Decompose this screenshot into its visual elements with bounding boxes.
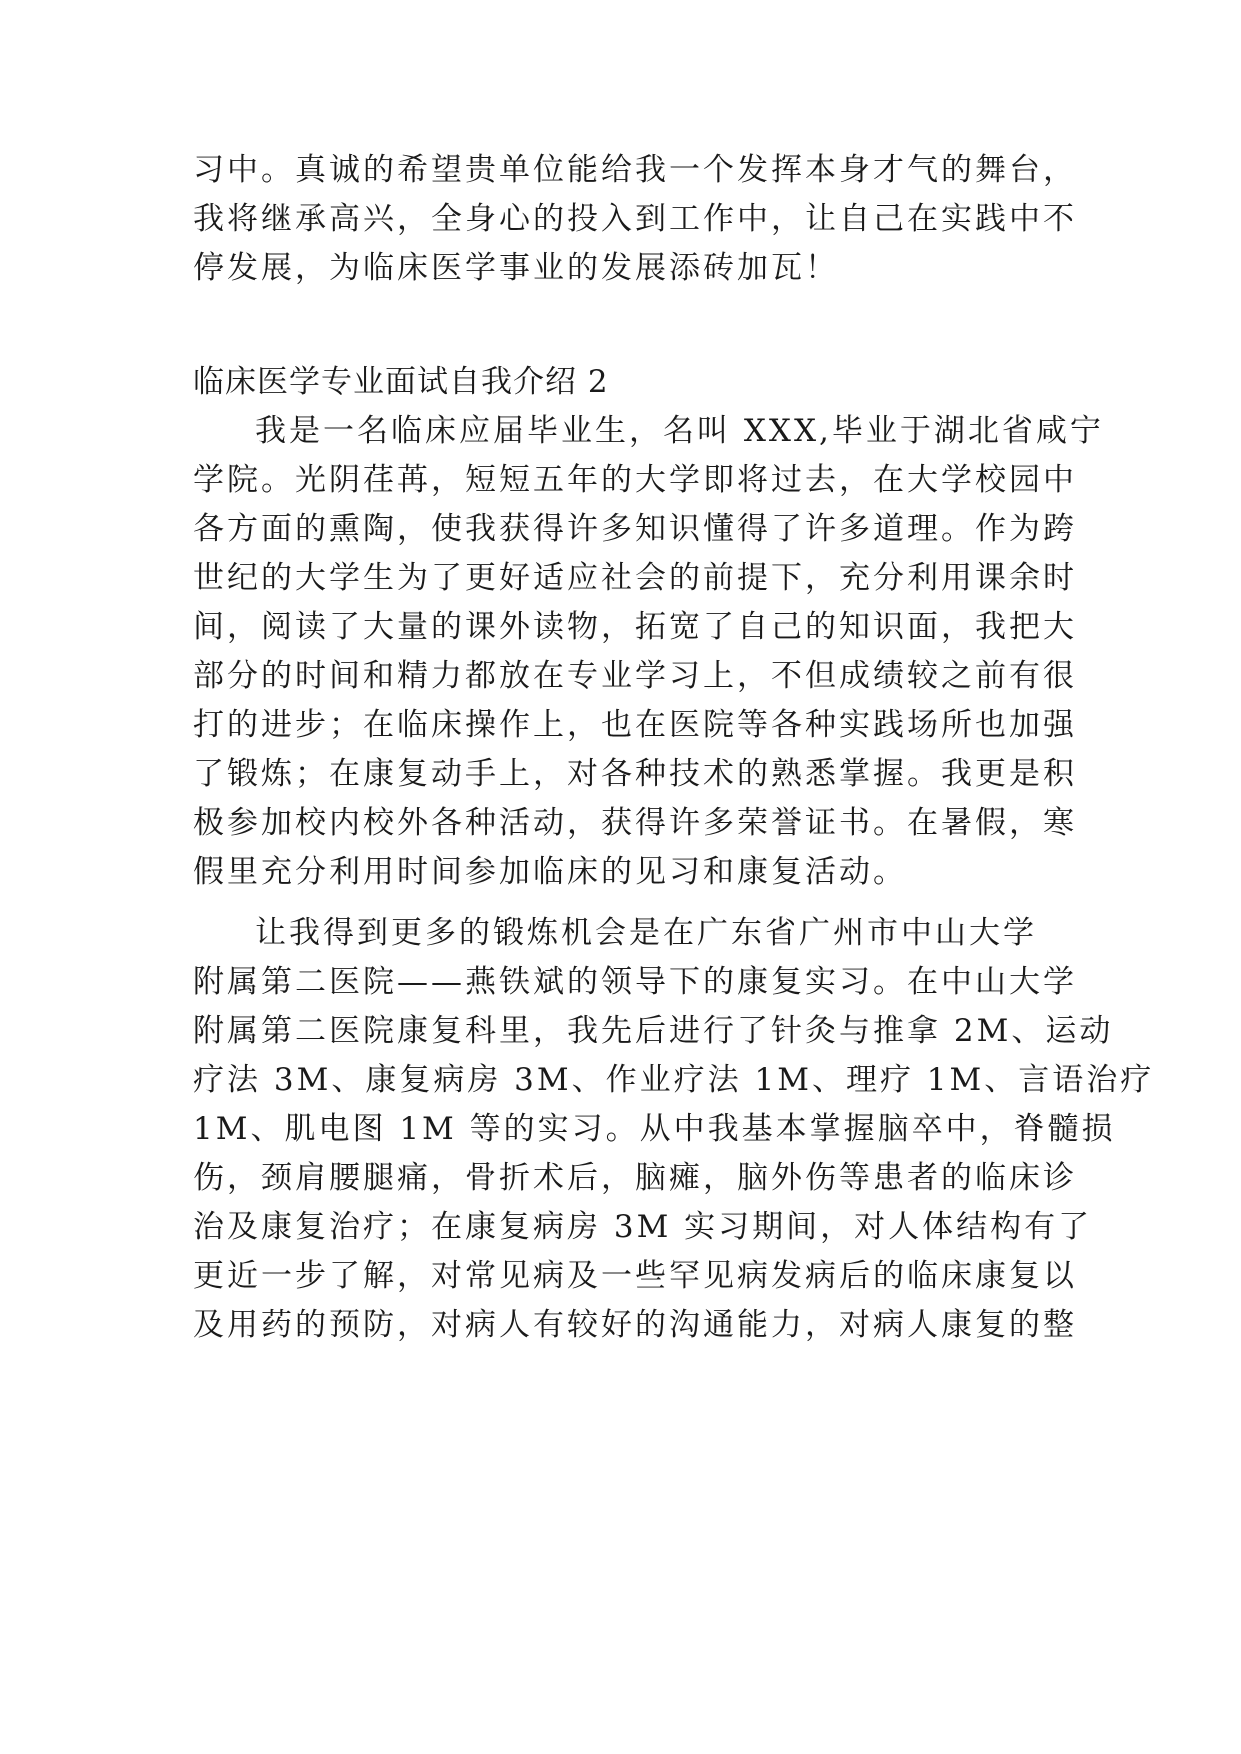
text-line: 我将继承高兴，全身心的投入到工作中，让自己在实践中不 bbox=[193, 201, 1077, 237]
paragraph-line: 附属第二医院——燕铁斌的领导下的康复实习。在中山大学 bbox=[193, 964, 1077, 1000]
paragraph-line: 假里充分利用时间参加临床的见习和康复活动。 bbox=[193, 854, 907, 890]
section-heading: 临床医学专业面试自我介绍 2 bbox=[193, 364, 609, 400]
paragraph-line: 及用药的预防，对病人有较好的沟通能力，对病人康复的整 bbox=[193, 1307, 1077, 1343]
paragraph-line: 伤，颈肩腰腿痛，骨折术后，脑瘫，脑外伤等患者的临床诊 bbox=[193, 1160, 1077, 1196]
paragraph-line: 疗法 3M、康复病房 3M、作业疗法 1M、理疗 1M、言语治疗 bbox=[193, 1062, 1155, 1098]
paragraph-line: 学院。光阴荏苒，短短五年的大学即将过去，在大学校园中 bbox=[193, 462, 1077, 498]
paragraph-line: 我是一名临床应届毕业生，名叫 XXX,毕业于湖北省咸宁 bbox=[255, 413, 1104, 449]
paragraph-line: 打的进步；在临床操作上，也在医院等各种实践场所也加强 bbox=[193, 707, 1077, 743]
paragraph-line: 让我得到更多的锻炼机会是在广东省广州市中山大学 bbox=[255, 915, 1037, 951]
paragraph-line: 各方面的熏陶，使我获得许多知识懂得了许多道理。作为跨 bbox=[193, 511, 1077, 547]
paragraph-line: 极参加校内校外各种活动，获得许多荣誉证书。在暑假，寒 bbox=[193, 805, 1077, 841]
text-line: 习中。真诚的希望贵单位能给我一个发挥本身才气的舞台， bbox=[193, 152, 1077, 188]
paragraph-line: 更近一步了解，对常见病及一些罕见病发病后的临床康复以 bbox=[193, 1258, 1077, 1294]
paragraph-line: 部分的时间和精力都放在专业学习上，不但成绩较之前有很 bbox=[193, 658, 1077, 694]
paragraph-line: 了锻炼；在康复动手上，对各种技术的熟悉掌握。我更是积 bbox=[193, 756, 1077, 792]
paragraph-line: 附属第二医院康复科里，我先后进行了针灸与推拿 2M、运动 bbox=[193, 1013, 1114, 1049]
text-line: 停发展，为临床医学事业的发展添砖加瓦！ bbox=[193, 250, 839, 286]
paragraph-line: 治及康复治疗；在康复病房 3M 实习期间，对人体结构有了 bbox=[193, 1209, 1093, 1245]
paragraph-line: 世纪的大学生为了更好适应社会的前提下，充分利用课余时 bbox=[193, 560, 1077, 596]
paragraph-line: 间，阅读了大量的课外读物，拓宽了自己的知识面，我把大 bbox=[193, 609, 1077, 645]
paragraph-line: 1M、肌电图 1M 等的实习。从中我基本掌握脑卒中，脊髓损 bbox=[193, 1111, 1116, 1147]
